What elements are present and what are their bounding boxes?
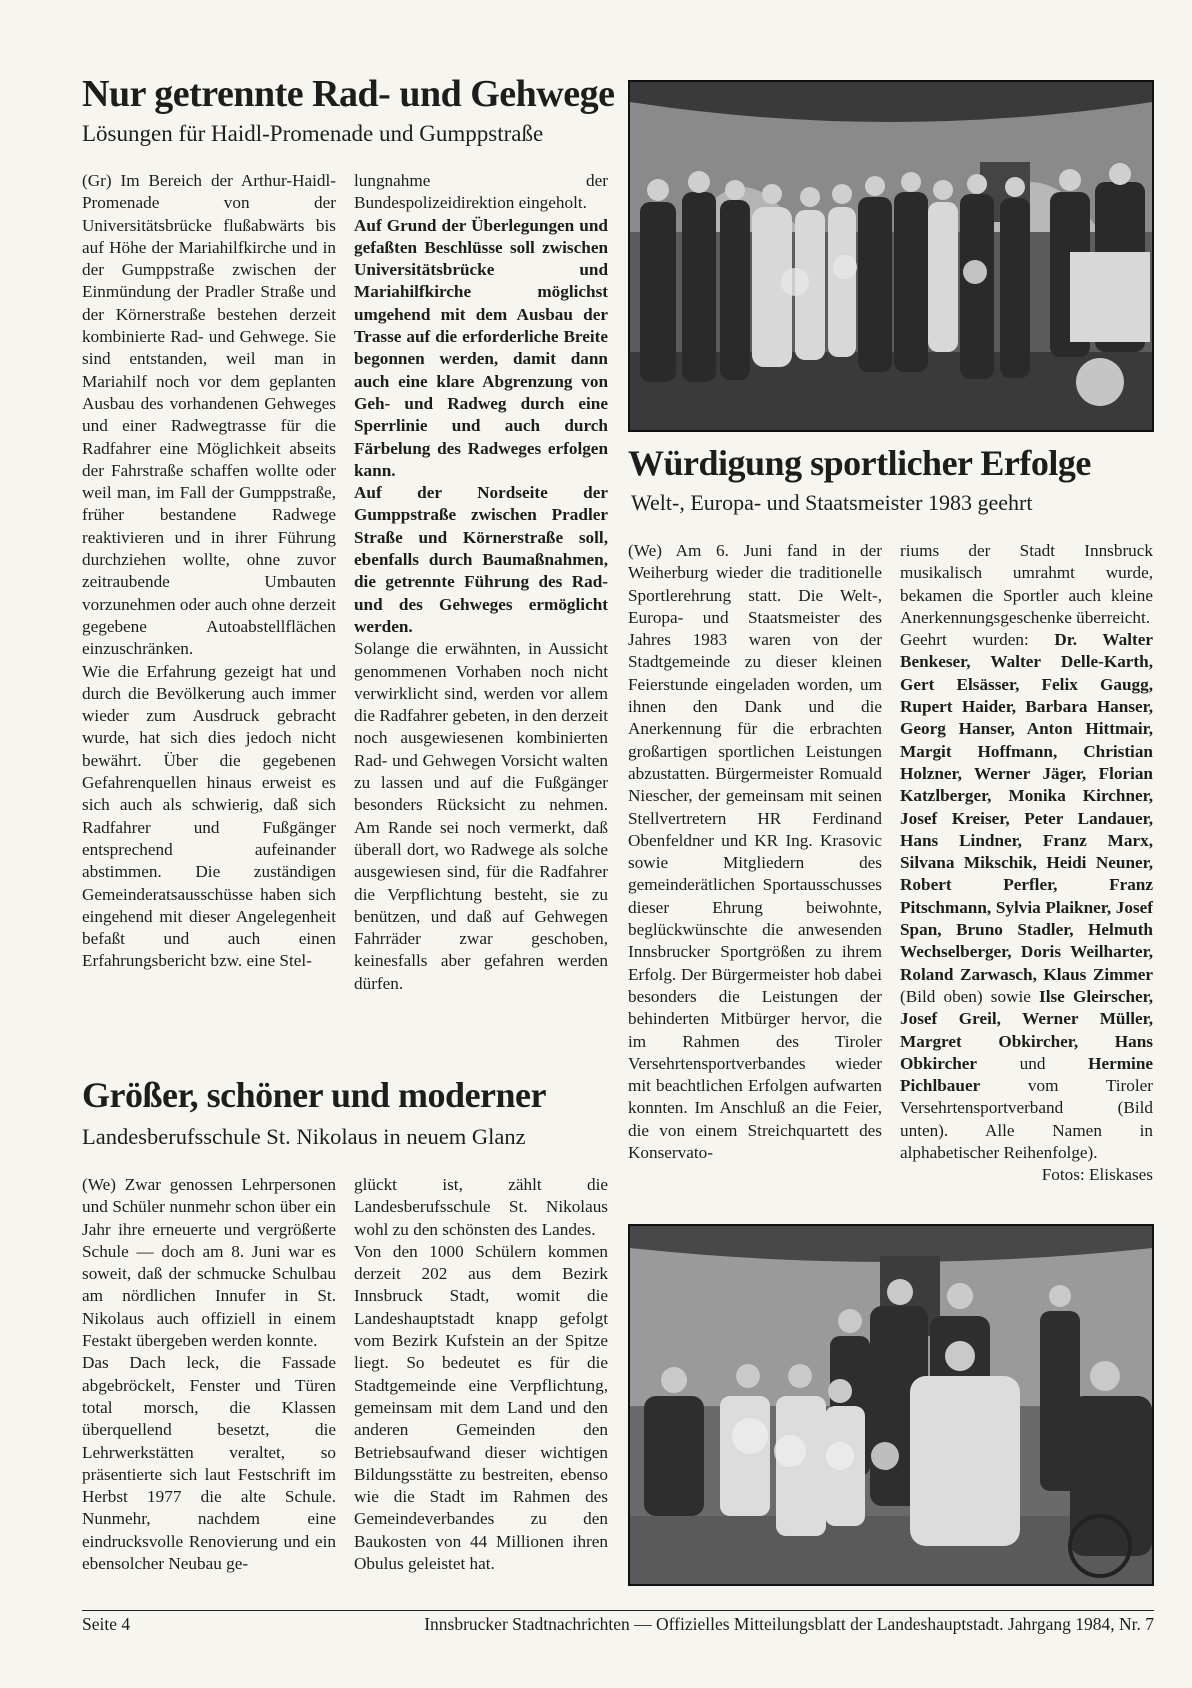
honorees-and: und xyxy=(1019,1053,1046,1073)
article1-paragraph-3: lungnahme der Bundespolizeidirektion eingeholt. xyxy=(354,171,608,213)
article1-paragraph-6: Solange die erwähnten, in Aussicht genommenen Vorhaben noch nicht verwirklicht sind, werden vor allem die Radfahrer gebeten, in den derzeit noch ausgewiesenen kombinierten Rad- und Gehwegen Vorsicht walten zu lassen und auf die Fußgänger besonders Rücksicht zu nehmen. Am Rande sei noch vermerkt, daß überall dort, wo Radwege als solche ausgewiesen sind, für die Radfahrer die Verpflichtung besteht, sie zu benützen, und daß auf Gehwegen Fahrräder zwar geschoben, keinesfalls aber gefahren werden dürfen. xyxy=(354,639,608,993)
honorees-names-3: Hermine Pichlbauer xyxy=(900,1053,1154,1096)
article3-paragraph-2: Das Dach leck, die Fassade abgebröckelt, Fenster und Türen total morsch, die Klassen überquellend besetzt, die Lehrwerkstätten veraltet, so präsentierte sich laut Festschrift im Herbst 1977 die alte Schule. Nunmehr, nachdem eine eindrucksvolle Renovierung und ein ebensolcher Neubau ge- xyxy=(82,1353,336,1574)
article3-column-1 xyxy=(82,1174,336,1575)
article3-column-2 xyxy=(354,1174,608,1575)
article2-honorees xyxy=(900,629,1154,1185)
footer-rule xyxy=(82,1610,1154,1611)
disabled-athletes-photo xyxy=(628,1224,1154,1586)
article2-title: Würdigung sportlicher Erfolge xyxy=(628,443,1091,483)
honorees-intro: Geehrt wurden: xyxy=(900,630,1029,650)
article1-title: Nur getrennte Rad- und Gehwege xyxy=(82,73,615,115)
honorees-note-2: vom Tiroler Versehrtensportverband (Bild unten). Alle Namen in alphabetischer Reihenfolge). xyxy=(900,1076,1153,1163)
article3-paragraph-3: glückt ist, zählt die Landesberufsschule St. Nikolaus wohl zu den schönsten des Landes. xyxy=(354,1175,608,1239)
sportsmen-group-photo xyxy=(628,80,1154,432)
article2-column-2 xyxy=(900,540,1153,1187)
article2-column-1 xyxy=(628,540,882,1164)
article3-title: Größer, schöner und moderner xyxy=(82,1075,547,1115)
article1-paragraph-4-bold: Auf Grund der Überlegungen und gefaßten Beschlüsse soll zwischen Universitätsbrücke und Mariahilfkirche möglichst umgehend mit dem Ausbau der Trasse auf die erforderliche Breite begonnen werden, damit dann auch eine klare Abgrenzung von Geh- und Radweg durch eine Sperrlinie und auch durch Färbelung des Radweges erfolgen kann. xyxy=(354,215,608,480)
article3-paragraph-1: (We) Zwar genossen Lehrpersonen und Schüler nunmehr schon über ein Jahr ihre erneuerte und vergrößerte Schule — doch am 8. Juni war es soweit, daß der schmucke Schulbau am nördlichen Innufer in St. Nikolaus auch offiziell in einem Festakt übergeben werden konnte. xyxy=(82,1175,336,1351)
article1-column-1 xyxy=(82,170,336,973)
article2-subtitle: Welt-, Europa- und Staatsmeister 1983 geehrt xyxy=(631,490,1033,515)
honorees-names: Dr. Walter Benkeser, Walter Delle-Karth, Gert Elsässer, Felix Gaugg, Rupert Haider, Barbara Hanser, Georg Hanser, Anton Hittmair, Margit Hoffmann, Christian Holzner, Werner Jäger, Florian Katzlberger, Monika Kirchner, Josef Kreiser, Peter Landauer, Hans Lindner, Franz Marx, Silvana Mikschik, Heidi Neuner, Robert Perfler, Franz Pitschmann, Sylvia Plaikner, Josef Span, Bruno Stadler, Helmuth Wechselberger, Doris Weilharter, Roland Zarwasch, Klaus Zimmer xyxy=(900,630,1153,984)
photo-credit: Fotos: Eliskases xyxy=(1041,1165,1153,1185)
honorees-names-2: Ilse Gleirscher, Josef Greil, Werner Müller, Margret Obkircher, Hans Obkircher xyxy=(900,986,1153,1073)
article1-column-2 xyxy=(354,170,608,995)
masthead: Innsbrucker Stadtnachrichten — Offizielles Mitteilungsblatt der Landeshauptstadt. Jahrgang 1984, Nr. 7 xyxy=(424,1614,1154,1634)
article1-paragraph-2: Wie die Erfahrung gezeigt hat und durch die Bevölkerung auch immer wieder zum Ausdruck gebracht wurde, hat sich dies jedoch nicht bewährt. Über die gegebenen Gefahrenquellen hinaus erweist es sich auch als schwierig, daß sich Radfahrer und Fußgänger entsprechend aufeinander abstimmen. Die zuständigen Gemeinderatsausschüsse haben sich eingehend mit dieser Angelegenheit befaßt und auch einen Erfahrungsbericht bzw. eine Stel- xyxy=(82,661,336,971)
article1-subtitle: Lösungen für Haidl-Promenade und Gumppstraße xyxy=(82,121,544,146)
article3-paragraph-4: Von den 1000 Schülern kommen derzeit 202 aus dem Bezirk Innsbruck Stadt, womit die Landeshauptstadt knapp gefolgt vom Bezirk Kufstein an der Spitze liegt. So bedeutet es für die Stadtgemeinde eine Verpflichtung, gemeinsam mit dem Land und den anderen Gemeinden den Betriebsaufwand dieser wichtigen Bildungsstätte zu bestreiten, ebenso wie die Stadt im Rahmen des Gemeindeverbandes zu den Baukosten von 44 Millionen ihren Obulus geleistet hat. xyxy=(354,1241,608,1574)
article1-paragraph-5-bold: Auf der Nordseite der Gumppstraße zwischen Pradler Straße und Körnerstraße soll, ebenfalls durch Baumaßnahmen, die getrennte Führung des Rad- und des Gehweges ermöglicht werden. xyxy=(354,483,608,636)
article2-paragraph-2: riums der Stadt Innsbruck musikalisch umrahmt wurde, bekamen die Sportler auch kleine Anerkennungsgeschenke überreicht. xyxy=(900,541,1153,627)
article2-paragraph-1: (We) Am 6. Juni fand in der Weiherburg wieder die traditionelle Sportlerehrung statt. Die Welt-, Europa- und Staatsmeister des Jahres 1983 waren von der Stadtgemeinde zu dieser kleinen Feierstunde eingeladen worden, um ihnen den Dank und die Anerkennung für die erbrachten großartigen sportlichen Leistungen abzustatten. Bürgermeister Romuald Niescher, der gemeinsam mit seinen Stellvertretern HR Ferdinand Obenfeldner und KR Ing. Krasovic sowie Mitgliedern des gemeinderätlichen Sportausschusses dieser Ehrung beiwohnte, beglückwünschte die anwesenden Innsbrucker Sportgrößen zu ihrem Erfolg. Der Bürgermeister hob dabei besonders die Leistungen der behinderten Mitbürger hervor, die im Rahmen des Tiroler Versehrtensportverbandes wieder mit beachtlichen Erfolgen aufwarten konnten. Im Anschluß an die Feier, die von einem Streichquartett des Konservato- xyxy=(628,541,882,1163)
honorees-note: (Bild oben) sowie xyxy=(900,986,1031,1006)
article3-subtitle: Landesberufsschule St. Nikolaus in neuem Glanz xyxy=(82,1124,526,1149)
article1-paragraph-1: (Gr) Im Bereich der Arthur-Haidl-Promenade von der Universitätsbrücke flußabwärts bis auf Höhe der Mariahilfkirche und in der Gumppstraße zwischen der Einmündung der Pradler Straße und der Körnerstraße bestehen derzeit kombinierte Rad- und Gehwege. Sie sind entstanden, weil man in Mariahilf noch vor dem geplanten Ausbau des vorhandenen Gehweges und einer Radwegtrasse für die Radfahrer eine Möglichkeit abseits der Fahrstraße schaffen wollte oder weil man, im Fall der Gumppstraße, früher bestandene Radwege reaktivieren und in ihrer Führung durchziehen wollte, ohne zuvor zeitraubende Umbauten vorzunehmen oder auch ohne derzeit gegebene Autoabstellflächen einzuschränken. xyxy=(82,171,336,659)
page-number: Seite 4 xyxy=(82,1614,131,1634)
